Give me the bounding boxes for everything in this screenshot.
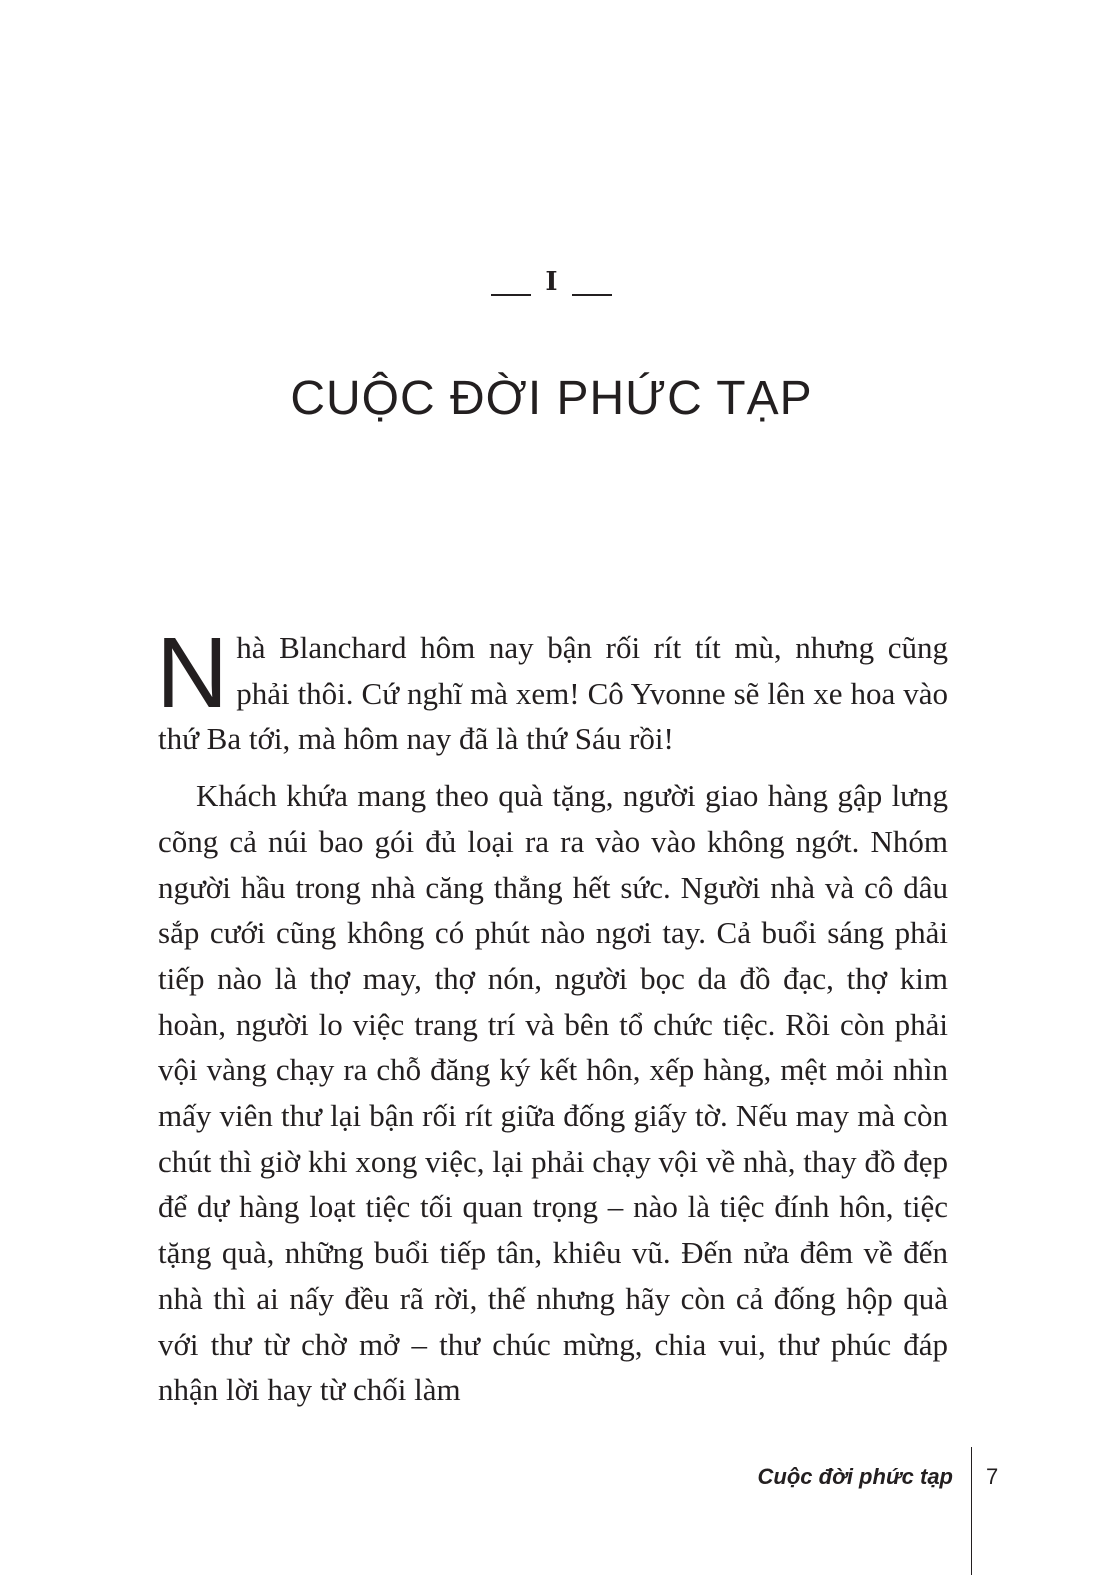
chapter-number (0, 262, 1103, 302)
chapter-number-label: I (545, 267, 558, 297)
chapter-title: CUỘC ĐỜI PHỨC TẠP (290, 372, 813, 425)
running-footer-title: Cuộc đời phức tạp (757, 1464, 953, 1489)
page-number: 7 (986, 1464, 999, 1489)
drop-cap: N (156, 617, 229, 729)
chapter-number-right-dash (572, 294, 612, 296)
chapter-number-left-dash (491, 294, 531, 296)
footer-divider (971, 1447, 972, 1575)
paragraph-1-text: hà Blanchard hôm nay bận rối rít tít mù, nhưng cũng phải thôi. Cứ nghĩ mà xem! Cô Yvonne sẽ lên xe hoa vào thứ Ba tới, mà hôm nay đã là thứ Sáu rồi! (158, 630, 948, 757)
paragraph-2: Khách khứa mang theo quà tặng, người giao hàng gập lưng cõng cả núi bao gói đủ loại ra ra vào vào không ngớt. Nhóm người hầu trong nhà căng thẳng hết sức. Người nhà và cô dâu sắp cưới cũng không có phút nào ngơi tay. Cả buổi sáng phải tiếp nào là thợ may, thợ nón, người bọc da đồ đạc, thợ kim hoàn, người lo việc trang trí và bên tổ chức tiệc. Rồi còn phải vội vàng chạy ra chỗ đăng ký kết hôn, xếp hàng, mệt mỏi nhìn mấy viên thư lại bận rối rít giữa đống giấy tờ. Nếu may mà còn chút thì giờ khi xong việc, lại phải chạy vội về nhà, thay đồ đẹp để dự hàng loạt tiệc tối quan trọng – nào là tiệc đính hôn, tiệc tặng quà, những buổi tiếp tân, khiêu vũ. Đến nửa đêm về đến nhà thì ai nấy đều rã rời, thế nhưng hãy còn cả đống hộp quà với thư từ chờ mở – thư chúc mừng, chia vui, thư phúc đáp nhận lời hay từ chối làm (158, 778, 948, 1408)
body-text (156, 617, 948, 1413)
paragraph-1 (156, 617, 948, 762)
